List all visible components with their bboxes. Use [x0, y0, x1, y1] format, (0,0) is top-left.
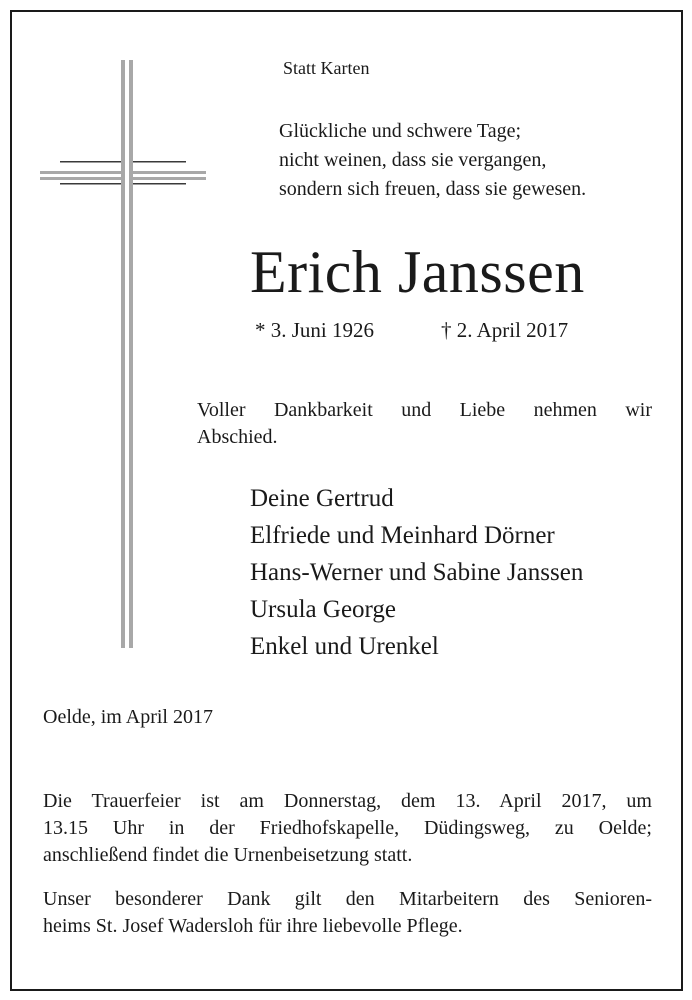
mourner: Hans-Werner und Sabine Janssen — [250, 559, 584, 586]
poem-line: sondern sich freuen, dass sie gewesen. — [279, 178, 587, 200]
farewell-line: Voller Dankbarkeit und Liebe nehmen wir — [197, 399, 652, 421]
poem-line: nicht weinen, dass sie vergangen, — [279, 149, 547, 171]
mourner: Ursula George — [250, 596, 397, 623]
gratitude-line: Unser besonderer Dank gilt den Mitarbeitern des Senioren- — [43, 888, 652, 910]
place-date: Oelde, im April 2017 — [43, 706, 213, 728]
mourner: Deine Gertrud — [250, 485, 394, 512]
funeral-line: anschließend findet die Urnenbeisetzung statt. — [43, 844, 413, 866]
cross-icon — [40, 58, 206, 648]
mourner: Elfriede und Meinhard Dörner — [250, 522, 555, 549]
poem-line: Glückliche und schwere Tage; — [279, 120, 522, 142]
birth-date: * 3. Juni 1926 — [255, 318, 375, 342]
mourners-list — [250, 480, 583, 665]
mourner: Enkel und Urenkel — [250, 633, 439, 660]
gratitude-line: heims St. Josef Wadersloh für ihre liebevolle Pflege. — [43, 915, 463, 937]
poem — [279, 117, 586, 204]
farewell-text — [197, 397, 652, 451]
farewell-line: Abschied. — [197, 426, 278, 448]
death-date: † 2. April 2017 — [441, 318, 569, 342]
funeral-line: Die Trauerfeier ist am Donnerstag, dem 13. April 2017, um — [43, 790, 652, 812]
gratitude-note — [43, 886, 652, 940]
deceased-name: Erich Janssen — [250, 239, 585, 305]
funeral-line: 13.15 Uhr in der Friedhofskapelle, Düdingsweg, zu Oelde; — [43, 817, 652, 839]
funeral-info — [43, 788, 652, 869]
header-text: Statt Karten — [283, 58, 370, 78]
